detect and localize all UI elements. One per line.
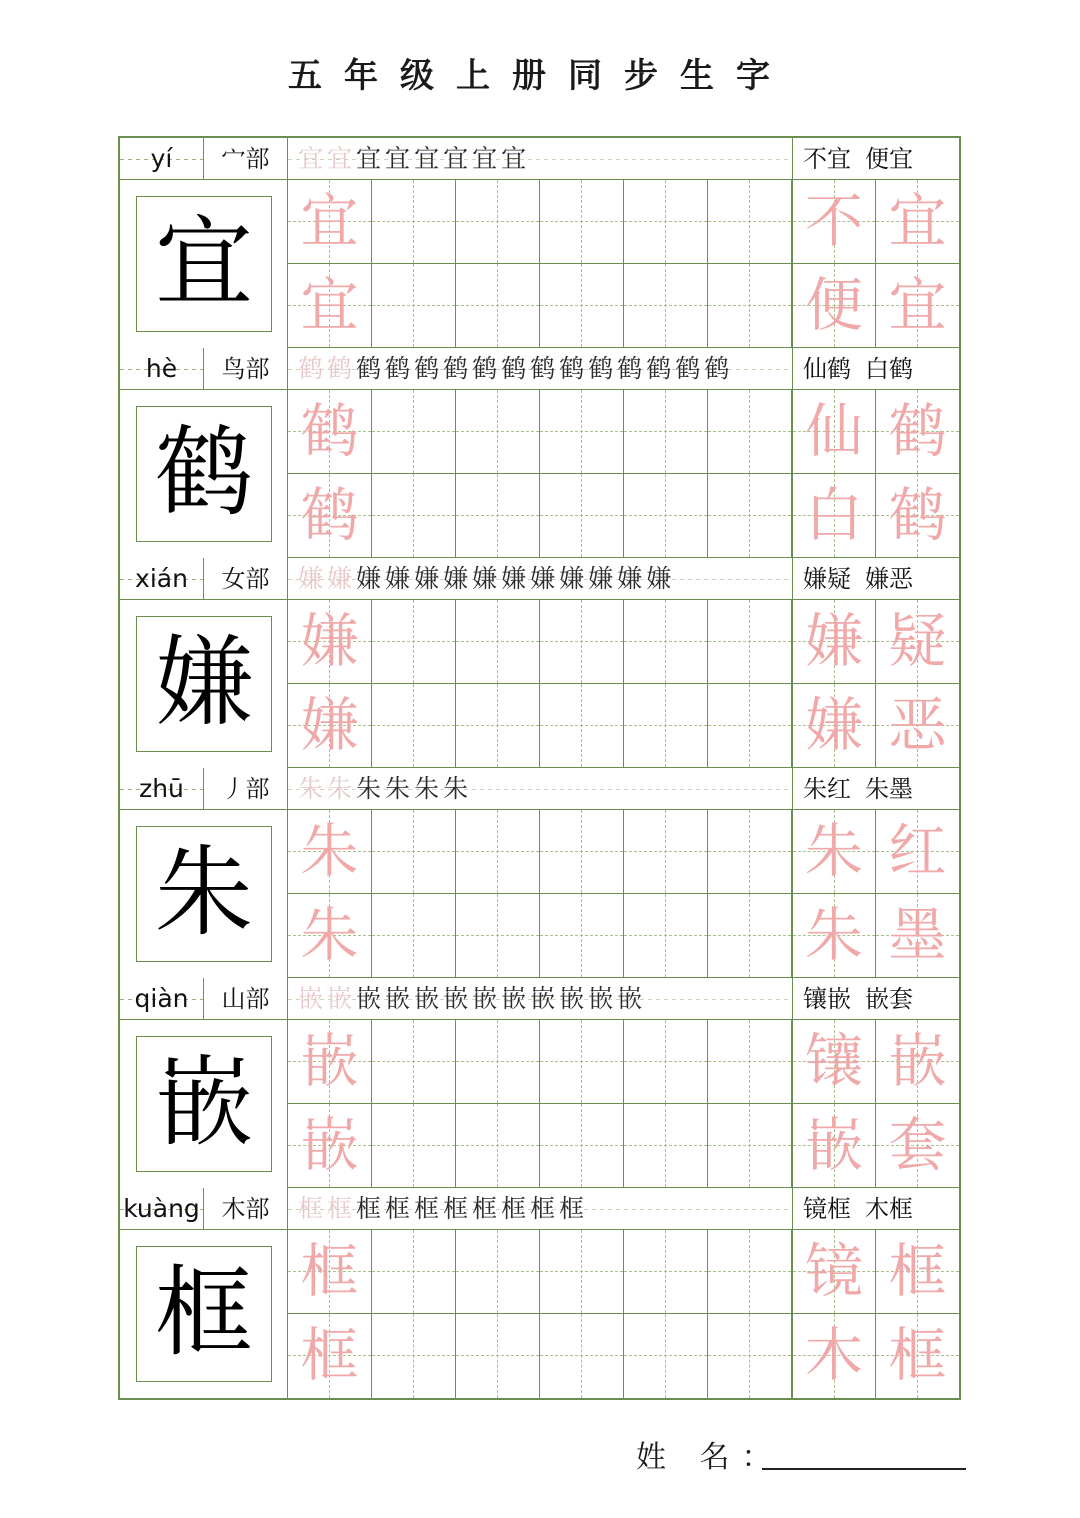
word-trace-cell bbox=[876, 684, 959, 768]
practice-cell[interactable] bbox=[540, 894, 624, 978]
word-trace-character: 疑 bbox=[888, 607, 947, 675]
word-trace-cell bbox=[876, 894, 959, 978]
practice-cell[interactable] bbox=[624, 600, 708, 684]
practice-cell[interactable] bbox=[624, 180, 708, 264]
example-word: 仙鹤 bbox=[803, 355, 851, 383]
stroke-step: 嫌 bbox=[646, 564, 676, 593]
word-trace-cell bbox=[876, 1020, 959, 1104]
practice-cell[interactable] bbox=[456, 600, 540, 684]
stroke-step: 框 bbox=[298, 1194, 328, 1223]
stroke-step: 朱 bbox=[414, 774, 444, 803]
practice-cell[interactable] bbox=[624, 810, 708, 894]
stroke-step: 宜 bbox=[327, 144, 357, 173]
practice-cell[interactable] bbox=[456, 894, 540, 978]
stroke-step: 鹤 bbox=[501, 354, 531, 383]
word-trace-character: 套 bbox=[888, 1111, 947, 1179]
model-character: 嵌 bbox=[136, 1036, 272, 1172]
pinyin: xián bbox=[120, 558, 204, 600]
word-trace-character: 宜 bbox=[888, 187, 947, 255]
word-trace-character: 仙 bbox=[804, 397, 863, 465]
stroke-step: 框 bbox=[327, 1194, 357, 1223]
trace-cell bbox=[288, 684, 372, 768]
word-trace-cell bbox=[792, 1104, 876, 1188]
stroke-step: 嵌 bbox=[501, 984, 531, 1013]
practice-cell[interactable] bbox=[372, 1230, 456, 1314]
practice-cell[interactable] bbox=[372, 1104, 456, 1188]
stroke-step: 宜 bbox=[501, 144, 531, 173]
stroke-step: 鹤 bbox=[327, 354, 357, 383]
pinyin: hè bbox=[120, 348, 204, 390]
model-character-cell bbox=[120, 180, 288, 348]
stroke-step: 宜 bbox=[385, 144, 415, 173]
stroke-step: 嫌 bbox=[530, 564, 560, 593]
character-header bbox=[120, 1188, 959, 1230]
stroke-step: 嵌 bbox=[327, 984, 357, 1013]
practice-cell[interactable] bbox=[372, 1314, 456, 1398]
example-word: 镜框 bbox=[803, 1195, 851, 1223]
practice-cell[interactable] bbox=[624, 1314, 708, 1398]
trace-cell bbox=[288, 1104, 372, 1188]
practice-cell[interactable] bbox=[624, 1230, 708, 1314]
character-header bbox=[120, 348, 959, 390]
stroke-step: 框 bbox=[530, 1194, 560, 1223]
trace-cell bbox=[288, 180, 372, 264]
radical: 山部 bbox=[204, 978, 288, 1020]
practice-cell[interactable] bbox=[540, 264, 624, 348]
example-word: 朱墨 bbox=[865, 775, 913, 803]
stroke-step: 嵌 bbox=[559, 984, 589, 1013]
trace-cell bbox=[288, 600, 372, 684]
stroke-step: 朱 bbox=[443, 774, 473, 803]
word-trace-cell bbox=[792, 810, 876, 894]
example-words bbox=[792, 978, 959, 1020]
word-trace-character: 鹤 bbox=[888, 481, 947, 549]
example-word: 不宜 bbox=[803, 145, 851, 173]
word-trace-character: 镜 bbox=[804, 1237, 863, 1305]
example-word: 镶嵌 bbox=[803, 985, 851, 1013]
word-trace-character: 便 bbox=[804, 271, 863, 339]
practice-cell[interactable] bbox=[540, 1230, 624, 1314]
stroke-step: 鹤 bbox=[385, 354, 415, 383]
word-trace-character: 嵌 bbox=[888, 1027, 947, 1095]
trace-character: 宜 bbox=[300, 187, 359, 255]
word-trace-character: 鹤 bbox=[888, 397, 947, 465]
word-trace-cell bbox=[792, 600, 876, 684]
word-trace-character: 墨 bbox=[888, 901, 947, 969]
practice-cell[interactable] bbox=[708, 1230, 792, 1314]
trace-cell bbox=[288, 1314, 372, 1398]
trace-character: 宜 bbox=[300, 271, 359, 339]
example-word: 嫌恶 bbox=[865, 565, 913, 593]
word-trace-character: 红 bbox=[888, 817, 947, 885]
trace-character: 嫌 bbox=[300, 691, 359, 759]
word-trace-cell bbox=[876, 810, 959, 894]
trace-cell bbox=[288, 390, 372, 474]
pinyin: zhū bbox=[120, 768, 204, 810]
trace-character: 框 bbox=[300, 1321, 359, 1389]
radical: 女部 bbox=[204, 558, 288, 600]
stroke-step: 框 bbox=[501, 1194, 531, 1223]
practice-cell[interactable] bbox=[708, 390, 792, 474]
word-trace-cell bbox=[876, 474, 959, 558]
stroke-step: 鹤 bbox=[414, 354, 444, 383]
stroke-step: 嫌 bbox=[443, 564, 473, 593]
practice-cell[interactable] bbox=[624, 474, 708, 558]
word-trace-character: 框 bbox=[888, 1321, 947, 1389]
radical: 丿部 bbox=[204, 768, 288, 810]
word-trace-character: 宜 bbox=[888, 271, 947, 339]
word-trace-cell bbox=[876, 1314, 959, 1398]
stroke-step: 嫌 bbox=[414, 564, 444, 593]
stroke-step: 鹤 bbox=[298, 354, 328, 383]
model-character-cell bbox=[120, 1230, 288, 1398]
stroke-step: 朱 bbox=[298, 774, 328, 803]
practice-cell[interactable] bbox=[708, 474, 792, 558]
stroke-step: 宜 bbox=[414, 144, 444, 173]
word-trace-cell bbox=[792, 894, 876, 978]
practice-cell[interactable] bbox=[372, 1020, 456, 1104]
pinyin: qiàn bbox=[120, 978, 204, 1020]
example-words bbox=[792, 348, 959, 390]
trace-cell bbox=[288, 810, 372, 894]
character-header bbox=[120, 978, 959, 1020]
practice-cell[interactable] bbox=[624, 684, 708, 768]
practice-cell[interactable] bbox=[540, 1104, 624, 1188]
trace-character: 鹤 bbox=[300, 481, 359, 549]
stroke-step: 框 bbox=[443, 1194, 473, 1223]
practice-cell[interactable] bbox=[456, 474, 540, 558]
practice-cell[interactable] bbox=[456, 684, 540, 768]
pinyin: kuàng bbox=[120, 1188, 204, 1230]
example-words bbox=[792, 558, 959, 600]
model-character-cell bbox=[120, 1020, 288, 1188]
practice-cell[interactable] bbox=[540, 474, 624, 558]
practice-cell[interactable] bbox=[456, 1230, 540, 1314]
radical: 鸟部 bbox=[204, 348, 288, 390]
trace-cell bbox=[288, 894, 372, 978]
stroke-step: 鹤 bbox=[646, 354, 676, 383]
name-field[interactable] bbox=[762, 1468, 966, 1470]
character-block bbox=[120, 348, 959, 558]
stroke-step: 嵌 bbox=[588, 984, 618, 1013]
word-trace-character: 恶 bbox=[888, 691, 947, 759]
model-character: 朱 bbox=[136, 826, 272, 962]
stroke-step: 嫌 bbox=[559, 564, 589, 593]
practice-cell[interactable] bbox=[624, 1104, 708, 1188]
practice-cell[interactable] bbox=[372, 684, 456, 768]
stroke-step: 嵌 bbox=[472, 984, 502, 1013]
word-trace-cell bbox=[792, 264, 876, 348]
stroke-step: 框 bbox=[559, 1194, 589, 1223]
stroke-step: 朱 bbox=[385, 774, 415, 803]
stroke-order bbox=[288, 138, 792, 180]
trace-cell bbox=[288, 474, 372, 558]
word-trace-character: 嫌 bbox=[804, 607, 863, 675]
practice-sheet bbox=[118, 136, 961, 1400]
practice-cell[interactable] bbox=[372, 180, 456, 264]
practice-cell[interactable] bbox=[372, 600, 456, 684]
name-label: 姓 名： bbox=[636, 1440, 784, 1475]
stroke-step: 鹤 bbox=[530, 354, 560, 383]
practice-cell[interactable] bbox=[708, 684, 792, 768]
trace-character: 嵌 bbox=[300, 1111, 359, 1179]
model-character-cell bbox=[120, 600, 288, 768]
example-words bbox=[792, 138, 959, 180]
character-block bbox=[120, 978, 959, 1188]
practice-cell[interactable] bbox=[708, 1314, 792, 1398]
example-word: 嫌疑 bbox=[803, 565, 851, 593]
practice-cell[interactable] bbox=[540, 600, 624, 684]
word-trace-cell bbox=[792, 1314, 876, 1398]
word-trace-character: 朱 bbox=[804, 817, 863, 885]
trace-character: 嵌 bbox=[300, 1027, 359, 1095]
model-character: 宜 bbox=[136, 196, 272, 332]
practice-cell[interactable] bbox=[540, 390, 624, 474]
stroke-step: 鹤 bbox=[675, 354, 705, 383]
practice-cell[interactable] bbox=[624, 1020, 708, 1104]
stroke-step: 嵌 bbox=[414, 984, 444, 1013]
word-trace-cell bbox=[876, 600, 959, 684]
example-word: 嵌套 bbox=[865, 985, 913, 1013]
model-character: 框 bbox=[136, 1246, 272, 1382]
word-trace-cell bbox=[792, 390, 876, 474]
model-character: 嫌 bbox=[136, 616, 272, 752]
stroke-order bbox=[288, 348, 792, 390]
word-trace-character: 嫌 bbox=[804, 691, 863, 759]
stroke-step: 嫌 bbox=[588, 564, 618, 593]
trace-character: 框 bbox=[300, 1237, 359, 1305]
stroke-step: 宜 bbox=[298, 144, 328, 173]
stroke-step: 鹤 bbox=[704, 354, 734, 383]
stroke-step: 鹤 bbox=[472, 354, 502, 383]
pinyin: yí bbox=[120, 138, 204, 180]
practice-cell[interactable] bbox=[540, 180, 624, 264]
practice-cell[interactable] bbox=[708, 894, 792, 978]
stroke-step: 朱 bbox=[356, 774, 386, 803]
trace-cell bbox=[288, 264, 372, 348]
word-trace-character: 白 bbox=[804, 481, 863, 549]
word-trace-cell bbox=[792, 1020, 876, 1104]
stroke-step: 框 bbox=[414, 1194, 444, 1223]
character-header bbox=[120, 138, 959, 180]
model-character: 鹤 bbox=[136, 406, 272, 542]
practice-cell[interactable] bbox=[540, 684, 624, 768]
stroke-order bbox=[288, 978, 792, 1020]
practice-cell[interactable] bbox=[372, 264, 456, 348]
practice-cell[interactable] bbox=[456, 180, 540, 264]
stroke-step: 嫌 bbox=[617, 564, 647, 593]
stroke-step: 宜 bbox=[443, 144, 473, 173]
practice-cell[interactable] bbox=[708, 264, 792, 348]
word-trace-character: 不 bbox=[804, 187, 863, 255]
practice-cell[interactable] bbox=[708, 810, 792, 894]
stroke-step: 嫌 bbox=[472, 564, 502, 593]
practice-cell[interactable] bbox=[456, 390, 540, 474]
trace-character: 朱 bbox=[300, 901, 359, 969]
word-trace-cell bbox=[792, 180, 876, 264]
word-trace-character: 木 bbox=[804, 1321, 863, 1389]
stroke-step: 鹤 bbox=[588, 354, 618, 383]
practice-cell[interactable] bbox=[372, 894, 456, 978]
word-trace-character: 镶 bbox=[804, 1027, 863, 1095]
practice-cell[interactable] bbox=[540, 810, 624, 894]
practice-cell[interactable] bbox=[372, 390, 456, 474]
practice-cell[interactable] bbox=[540, 1314, 624, 1398]
stroke-step: 鹤 bbox=[617, 354, 647, 383]
word-trace-cell bbox=[876, 390, 959, 474]
practice-cell[interactable] bbox=[456, 1020, 540, 1104]
trace-character: 朱 bbox=[300, 817, 359, 885]
stroke-step: 鹤 bbox=[356, 354, 386, 383]
stroke-order bbox=[288, 768, 792, 810]
stroke-step: 嫌 bbox=[385, 564, 415, 593]
character-block bbox=[120, 1188, 959, 1398]
character-block bbox=[120, 768, 959, 978]
stroke-step: 嵌 bbox=[443, 984, 473, 1013]
word-trace-cell bbox=[876, 1230, 959, 1314]
stroke-step: 鹤 bbox=[443, 354, 473, 383]
practice-cell[interactable] bbox=[372, 474, 456, 558]
character-header bbox=[120, 768, 959, 810]
model-character-cell bbox=[120, 810, 288, 978]
character-header bbox=[120, 558, 959, 600]
practice-cell[interactable] bbox=[624, 264, 708, 348]
example-word: 木框 bbox=[865, 1195, 913, 1223]
practice-cell[interactable] bbox=[456, 1314, 540, 1398]
stroke-step: 宜 bbox=[472, 144, 502, 173]
stroke-step: 框 bbox=[385, 1194, 415, 1223]
word-trace-cell bbox=[792, 1230, 876, 1314]
stroke-step: 框 bbox=[472, 1194, 502, 1223]
practice-cell[interactable] bbox=[708, 600, 792, 684]
stroke-step: 嵌 bbox=[530, 984, 560, 1013]
word-trace-character: 嵌 bbox=[804, 1111, 863, 1179]
stroke-step: 嵌 bbox=[617, 984, 647, 1013]
character-block bbox=[120, 138, 959, 348]
stroke-step: 鹤 bbox=[559, 354, 589, 383]
stroke-step: 嵌 bbox=[385, 984, 415, 1013]
stroke-step: 嫌 bbox=[298, 564, 328, 593]
example-words bbox=[792, 1188, 959, 1230]
word-trace-cell bbox=[876, 1104, 959, 1188]
model-character-cell bbox=[120, 390, 288, 558]
word-trace-character: 框 bbox=[888, 1237, 947, 1305]
stroke-step: 框 bbox=[356, 1194, 386, 1223]
trace-character: 嫌 bbox=[300, 607, 359, 675]
stroke-step: 宜 bbox=[356, 144, 386, 173]
stroke-step: 嵌 bbox=[298, 984, 328, 1013]
practice-cell[interactable] bbox=[708, 180, 792, 264]
stroke-step: 嫌 bbox=[356, 564, 386, 593]
practice-cell[interactable] bbox=[456, 1104, 540, 1188]
word-trace-cell bbox=[876, 180, 959, 264]
trace-cell bbox=[288, 1020, 372, 1104]
stroke-step: 嫌 bbox=[327, 564, 357, 593]
word-trace-cell bbox=[876, 264, 959, 348]
practice-cell[interactable] bbox=[624, 390, 708, 474]
stroke-step: 嵌 bbox=[356, 984, 386, 1013]
practice-cell[interactable] bbox=[540, 1020, 624, 1104]
page-title: 五年级上册同步生字 bbox=[288, 56, 792, 96]
trace-character: 鹤 bbox=[300, 397, 359, 465]
practice-cell[interactable] bbox=[624, 894, 708, 978]
character-block bbox=[120, 558, 959, 768]
practice-cell[interactable] bbox=[456, 810, 540, 894]
example-word: 朱红 bbox=[803, 775, 851, 803]
practice-cell[interactable] bbox=[708, 1104, 792, 1188]
stroke-step: 朱 bbox=[327, 774, 357, 803]
radical: 宀部 bbox=[204, 138, 288, 180]
radical: 木部 bbox=[204, 1188, 288, 1230]
stroke-step: 嫌 bbox=[501, 564, 531, 593]
stroke-order bbox=[288, 1188, 792, 1230]
practice-cell[interactable] bbox=[372, 810, 456, 894]
trace-cell bbox=[288, 1230, 372, 1314]
word-trace-character: 朱 bbox=[804, 901, 863, 969]
practice-cell[interactable] bbox=[708, 1020, 792, 1104]
example-word: 白鹤 bbox=[865, 355, 913, 383]
practice-cell[interactable] bbox=[456, 264, 540, 348]
example-words bbox=[792, 768, 959, 810]
example-word: 便宜 bbox=[865, 145, 913, 173]
stroke-order bbox=[288, 558, 792, 600]
word-trace-cell bbox=[792, 474, 876, 558]
word-trace-cell bbox=[792, 684, 876, 768]
